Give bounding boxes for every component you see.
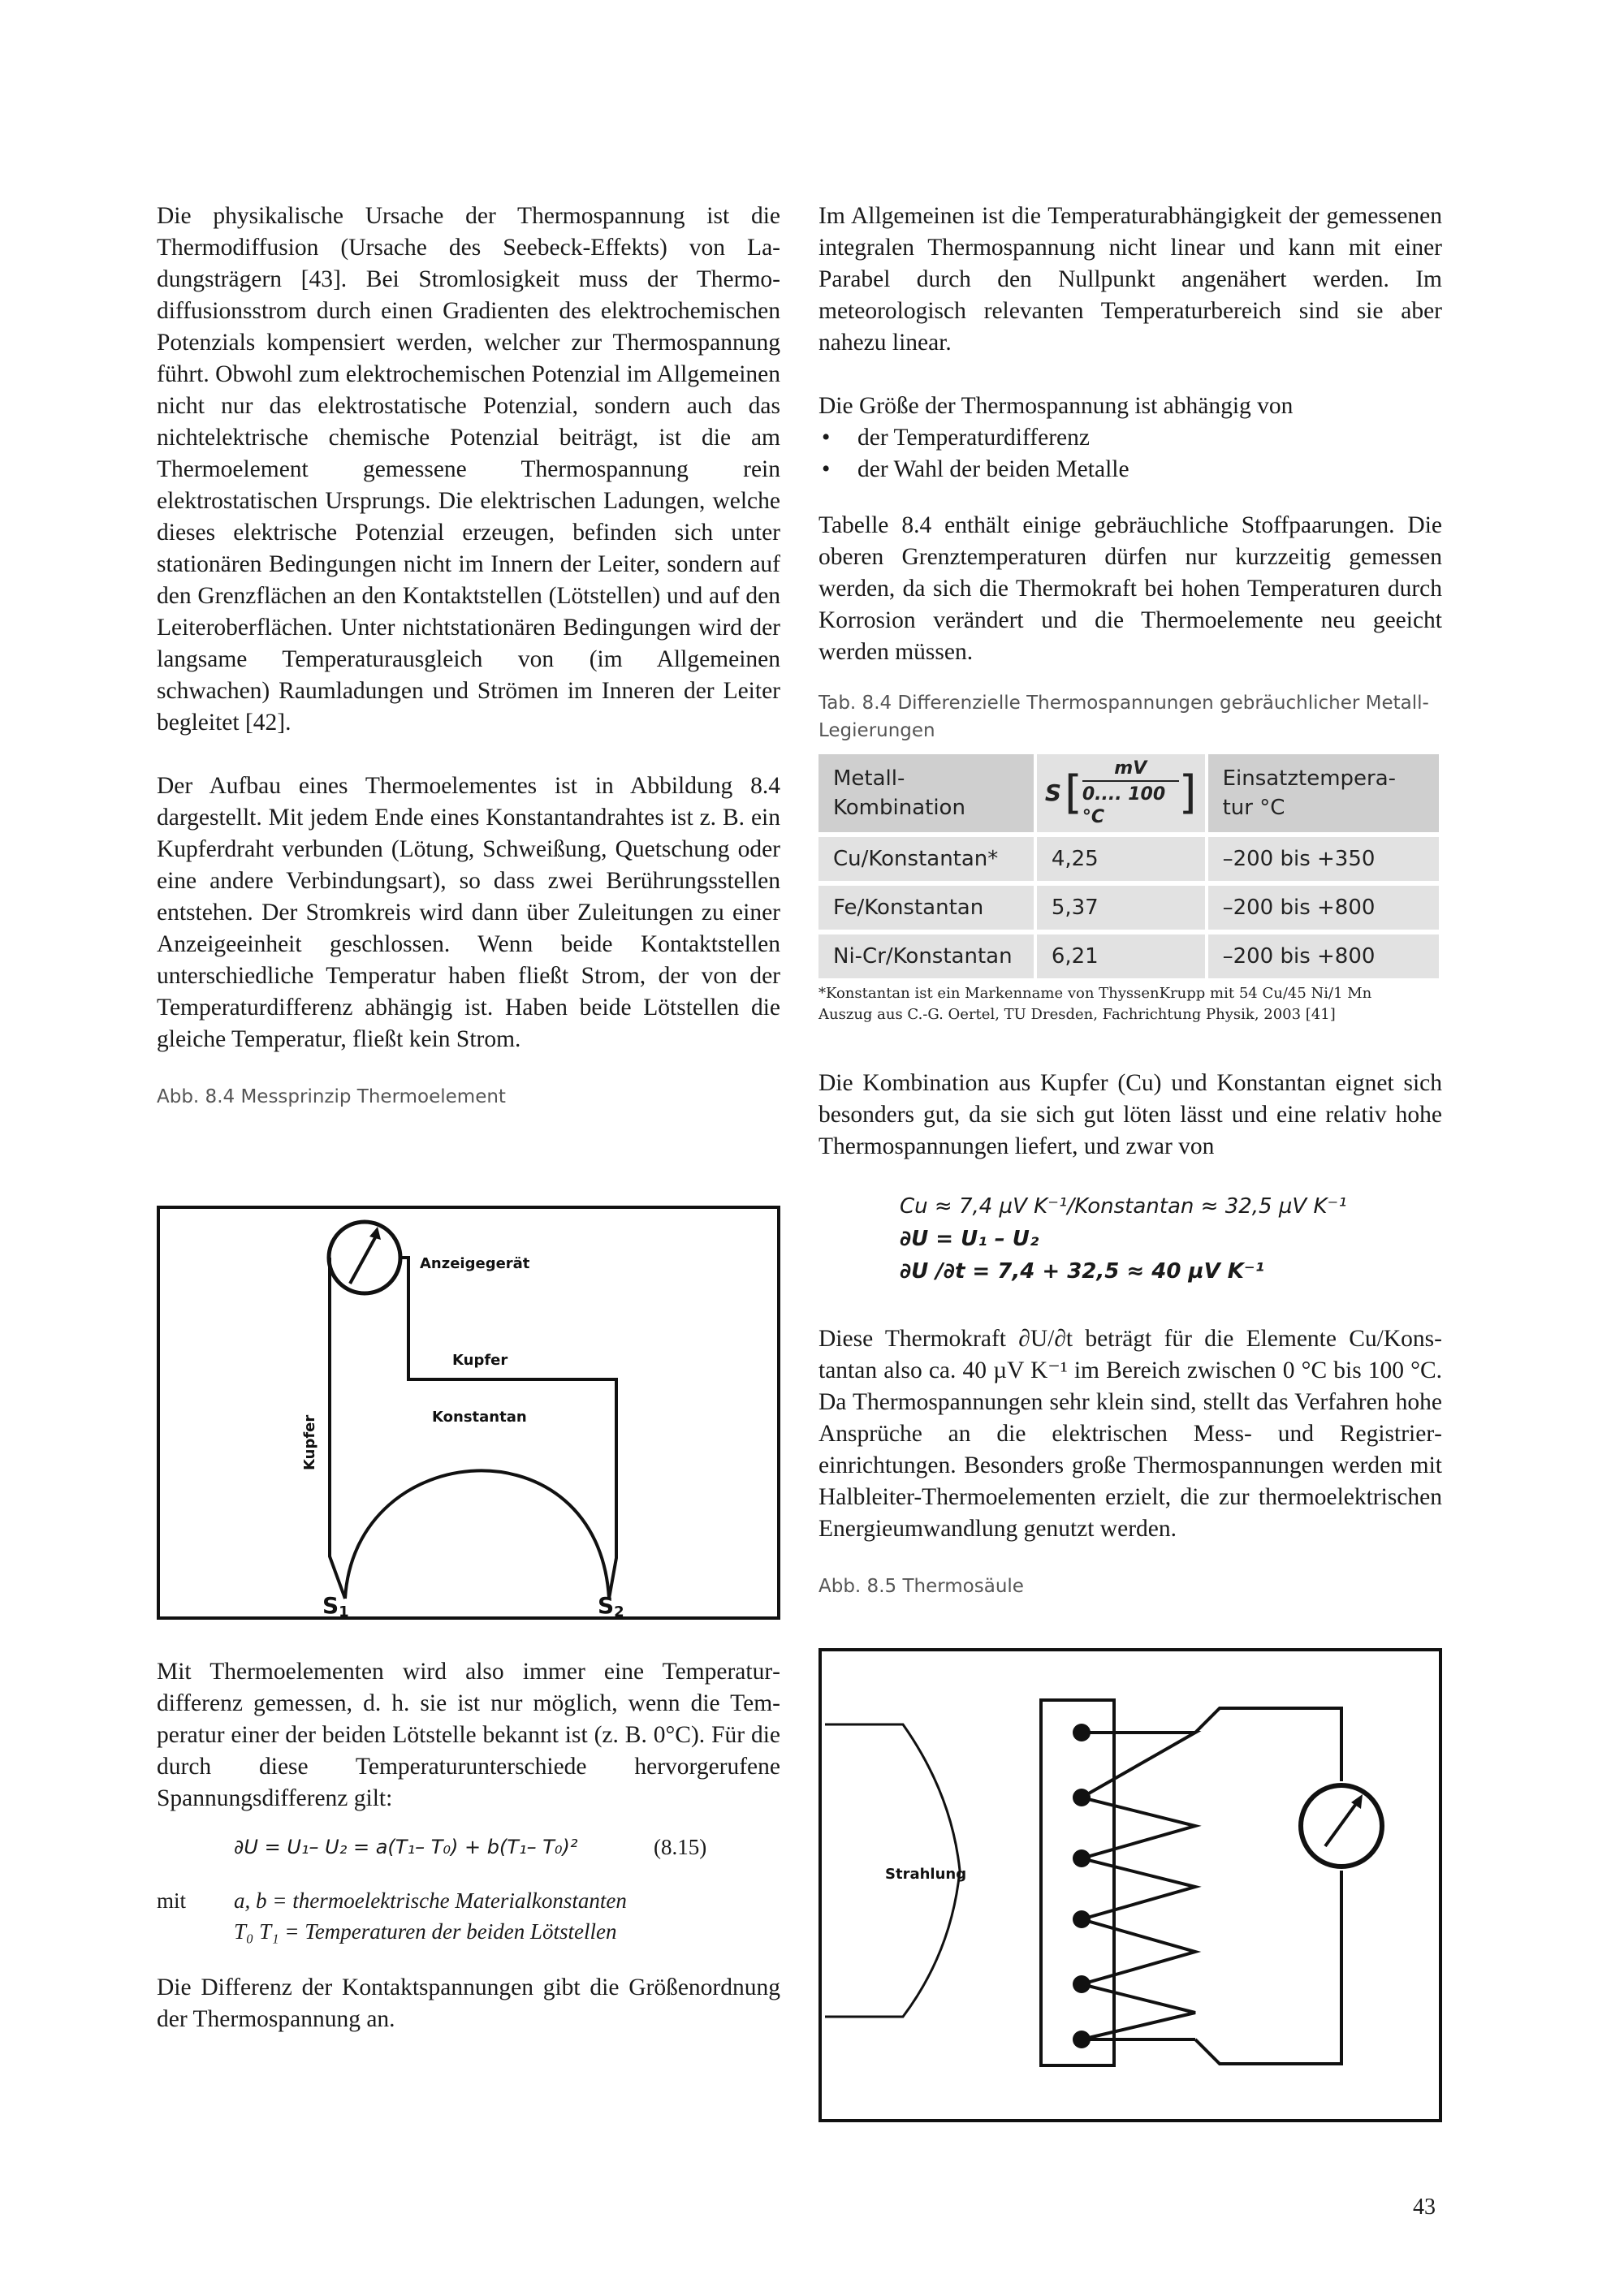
copper-label-left: Kupfer <box>301 1414 318 1470</box>
dependency-list <box>818 422 1442 486</box>
table-row <box>818 934 1439 978</box>
constantan-wire <box>345 1470 609 1599</box>
paragraph-thermodiffusion: Die physikalische Ursache der Thermospannung ist die Thermodiffusion (Ursache des Seebeck-Effekts) von Ladungsträgern [43]. Bei Stromlosigkeit muss der Thermodiffusionsstrom durch einen Gradienten des elektrochemischen Potenzials kompensiert werden, welcher zur Thermospannung führt. Obwohl zum elektrochemischen Potenzial im Allgemeinen nicht nur das elektrostatische Potenzial, sondern auch das nichtelektrische chemische Potenzial beiträgt, ist die am Thermoelement gemessene Thermospannung rein elektrostatischen Ursprungs. Die elektrischen Ladungen, welche dieses elektrische Potenzial erzeugen, befinden sich unter stationären Bedingungen nicht im Innern der Leiter, sondern auf den Grenzflächen an den Kontaktstellen (Lötstellen) und auf den Leiteroberflächen. Unter nichtstationären Bedingungen wird der langsame Temperaturausgleich von (im Allgemeinen schwachen) Raumladungen und Strömen im Inneren der Leiter begleitet [42]. <box>157 203 780 736</box>
header-metal-combination: Metall-Kombination <box>818 754 1034 832</box>
junction-dot <box>1073 1910 1091 1928</box>
junction-dot <box>1073 1789 1091 1806</box>
junction-s1-label: S1 <box>322 1592 349 1616</box>
header-operating-temperature: Einsatztempera-tur °C <box>1208 754 1439 832</box>
junction-dot <box>1073 1849 1091 1867</box>
left-column-lower <box>157 1656 780 2035</box>
table-source: Auszug aus C.-G. Oertel, TU Dresden, Fachrichtung Physik, 2003 [41] <box>818 1006 1336 1023</box>
thermoelement-svg <box>160 1209 777 1616</box>
display-label: Anzeigegerät <box>420 1255 530 1272</box>
cell-s: 4,25 <box>1037 837 1205 881</box>
paragraph-cu-constantan: Die Kombination aus Kupfer (Cu) und Konstantan eignet sich besonders gut, da sie sich gut löten lässt und eine relativ hohe Thermospannungen liefert, und zwar von <box>818 1070 1442 1159</box>
constantan-label: Konstantan <box>432 1409 527 1426</box>
list-item: • der Temperaturdifferenz <box>818 422 1442 454</box>
paragraph-contact-voltage: Die Differenz der Kontaktspannungen gibt die Größenordnung der Thermospannung an. <box>157 1974 780 2032</box>
left-column <box>157 201 780 1111</box>
cell-combo: Ni-Cr/Konstantan <box>818 934 1034 978</box>
paragraph-table-intro: Tabelle 8.4 enthält einige gebräuchliche Stoffpaarungen. Die oberen Grenztemperaturen dürfen nur kurzzeitig gemessen werden, da sich die Thermokraft bei hohen Temperaturen durch Korrosion verändert und die Thermoelemente neu geeicht werden müssen. <box>818 512 1442 665</box>
formula-voltage-difference: ∂U = U₁ – U₂ <box>900 1227 1039 1251</box>
definition-t0-t1: T₀ T₁ = Temperaturen der beiden Lötstellen <box>234 1919 617 1944</box>
junction-dot <box>1073 1975 1091 1993</box>
junction-s2-label: S2 <box>598 1592 624 1616</box>
paragraph-thermoelement-structure: Der Aufbau eines Thermoelementes ist in Abbildung 8.4 dargestellt. Mit jedem Ende eines Konstantandrahtes ist z. B. ein Kupferdraht verbunden (Lötung, Schweißung, Quetschung oder eine andere Verbindungsart), so dass zwei Berührungsstellen entstehen. Der Stromkreis wird dann über Zuleitungen zu einer Anzeigeeinheit geschlossen. Wenn beide Kontaktstellen unterschiedliche Temperatur haben fließt Strom, der von der Temperaturdifferenz abhängig ist. Haben beide Lötstellen die gleiche Temperatur, fließt kein Strom. <box>157 773 780 1052</box>
paragraph-thermopower-range: Diese Thermokraft ∂U/∂t beträgt für die Elemente Cu/Konstantan also ca. 40 µV K⁻¹ im Bereich zwischen 0 °C bis 100 °C. Da Thermospannungen sehr klein sind, stellt das Verfahren hohe Ansprüche an die elektrischen Mess- und Registriereinrichtungen. Besonders große Thermospannungen werden mit Halbleiter-Thermoelementen erzielt, die zur thermoelektrischen Energieumwandlung genutzt werden. <box>818 1326 1442 1542</box>
figure-8-5-caption: Abb. 8.5 Thermosäule <box>818 1576 1024 1597</box>
table-header-row <box>818 754 1439 832</box>
cell-combo: Cu/Konstantan* <box>818 837 1034 881</box>
paragraph-temperature-dependence: Im Allgemeinen ist die Temperaturabhängigkeit der gemessenen integralen Thermospannung nicht linear und kann mit einer Parabel durch den Nullpunkt angenähert werden. Im meteorologisch relevanten Temperaturbereich sind sie aber nahezu linear. <box>818 203 1442 356</box>
junction-dot <box>1073 1724 1091 1741</box>
cell-range: –200 bis +800 <box>1208 934 1439 978</box>
output-wire-top <box>1195 1708 1341 1781</box>
cell-combo: Fe/Konstantan <box>818 886 1034 930</box>
paragraph-dependent-on: Die Größe der Thermospannung ist abhängig von <box>818 393 1294 419</box>
output-wire-bottom <box>1195 1871 1341 2064</box>
cell-range: –200 bis +350 <box>1208 837 1439 881</box>
thermopile-zigzag <box>1082 1733 1195 2039</box>
cell-range: –200 bis +800 <box>1208 886 1439 930</box>
copper-wire-left <box>330 1258 345 1599</box>
formula-thermopower: ∂U /∂t = 7,4 + 32,5 ≈ 40 µV K⁻¹ <box>900 1259 1265 1284</box>
meter-needle-arrowhead <box>369 1227 381 1240</box>
equation-text: ∂U = U₁– U₂ = a(T₁– T₀) + b(T₁– T₀)² <box>234 1836 578 1858</box>
hot-junction-block <box>1041 1700 1114 2065</box>
table-row <box>818 837 1439 881</box>
copper-wire-right <box>400 1258 616 1599</box>
list-item: • der Wahl der beiden Metalle <box>818 454 1442 486</box>
metal-combinations-table <box>815 749 1442 983</box>
radiation-label: Strahlung <box>885 1866 967 1883</box>
formula-block <box>818 1190 1442 1288</box>
right-column <box>818 201 1442 1600</box>
page-number: 43 <box>1413 2195 1436 2220</box>
variable-definitions-2 <box>157 1915 780 1951</box>
figure-thermoelement-diagram <box>157 1206 780 1620</box>
cell-s: 5,37 <box>1037 886 1205 930</box>
equation-number: (8.15) <box>654 1835 707 1859</box>
junction-dot <box>1073 2031 1091 2048</box>
table-8-4-caption: Tab. 8.4 Differenzielle Thermospannungen gebräuchlicher Metall-Legierungen <box>818 693 1429 741</box>
mit-label: mit <box>157 1888 187 1913</box>
table-footnote: *Konstantan ist ein Markenname von ThyssenKrupp mit 54 Cu/45 Ni/1 Mn <box>818 985 1372 1002</box>
paragraph-temperature-difference: Mit Thermoelementen wird also immer eine Temperaturdifferenz gemessen, d. h. sie ist nur möglich, wenn die Temperatur einer der beiden Lötstelle bekannt ist (z. B. 0°C). Für die durch diese Temperaturunterschiede hervorgerufene Spannungsdifferenz gilt: <box>157 1659 780 1811</box>
cell-s: 6,21 <box>1037 934 1205 978</box>
figure-8-4-caption: Abb. 8.4 Messprinzip Thermoelement <box>157 1086 506 1107</box>
figure-thermopile-diagram <box>818 1648 1442 2122</box>
definition-a-b: a, b = thermoelektrische Materialkonstanten <box>234 1888 627 1913</box>
thermopile-svg <box>822 1651 1439 2119</box>
equation-8-15 <box>157 1831 780 1867</box>
formula-seebeck-values: Cu ≈ 7,4 µV K⁻¹/Konstantan ≈ 32,5 µV K⁻¹ <box>900 1194 1347 1219</box>
table-row <box>818 886 1439 930</box>
copper-label-right: Kupfer <box>452 1352 508 1369</box>
header-seebeck-coefficient: S [ mV 0.... 100 °C ] <box>1037 754 1205 832</box>
meter-needle <box>350 1233 378 1284</box>
